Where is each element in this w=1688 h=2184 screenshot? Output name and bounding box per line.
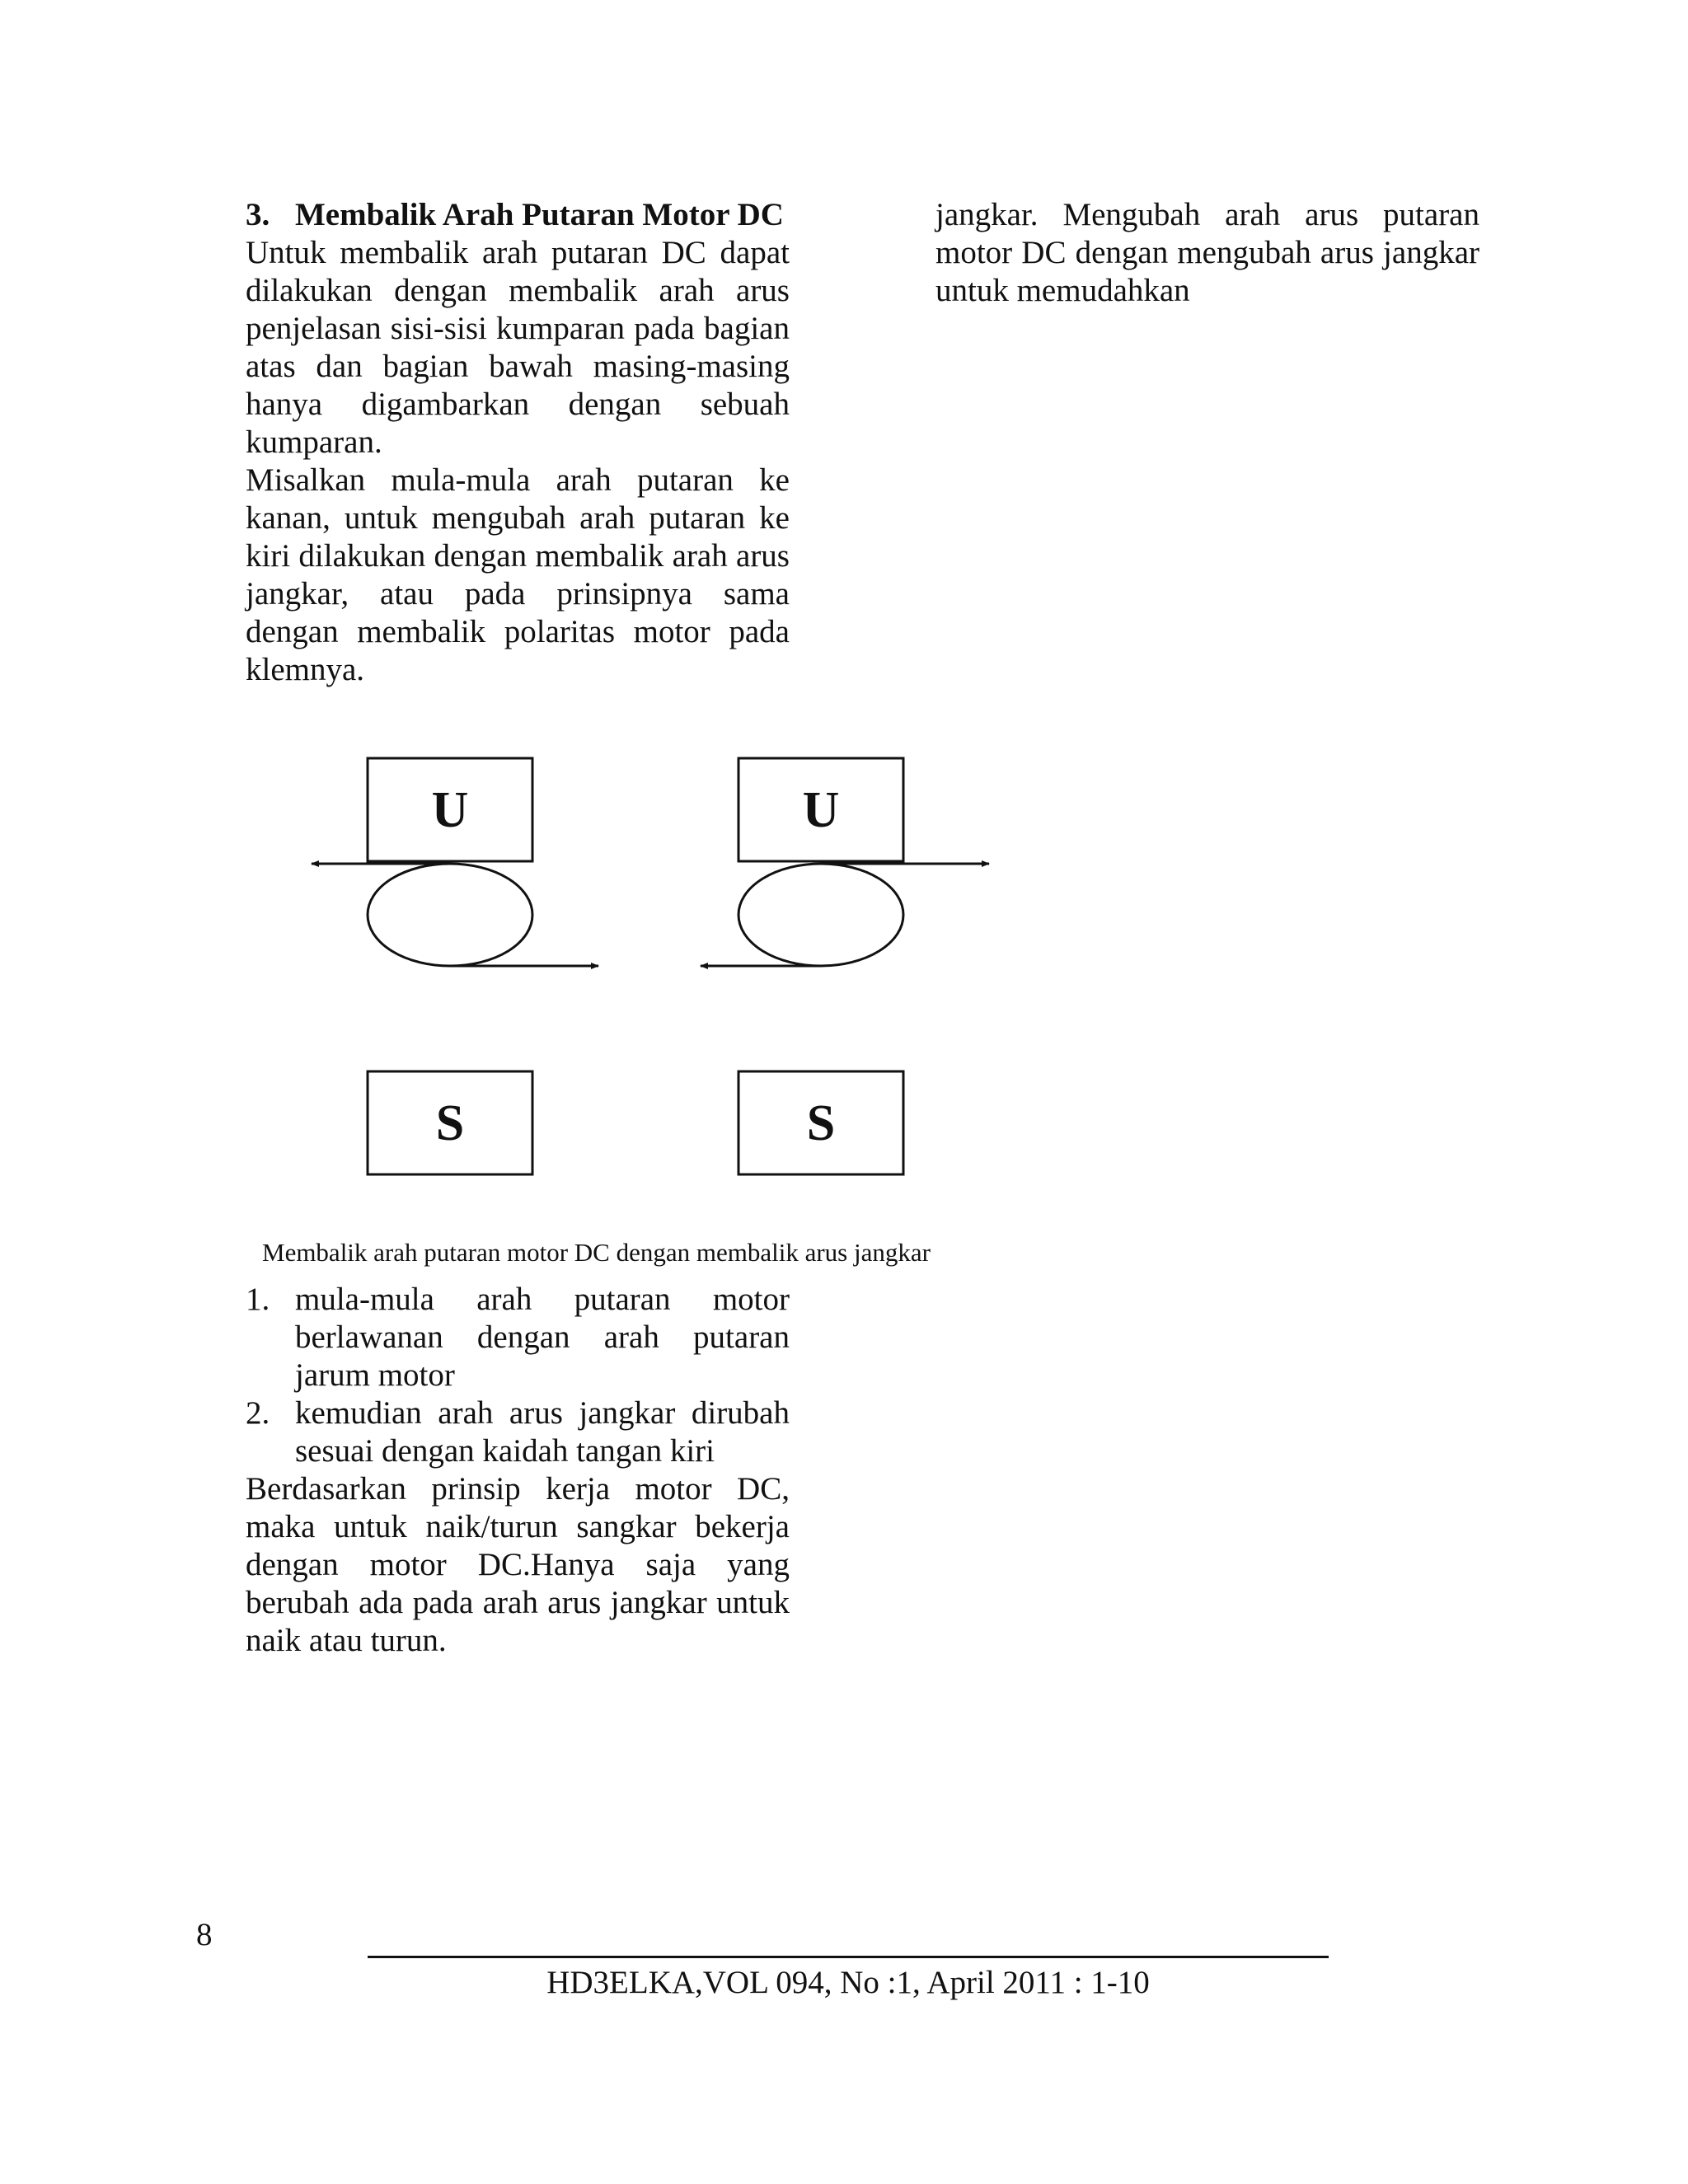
paragraph-intro: Untuk membalik arah putaran DC dapat dilakukan dengan membalik arah arus penjelasan sisi-sisi kumparan pada bagian atas dan bagian bawah masing-masing hanya digambarkan dengan sebuah kumparan.	[246, 235, 790, 460]
footer-divider	[368, 1956, 1329, 1958]
left-south-pole-label: S	[435, 1095, 465, 1151]
list-item-number: 1.	[246, 1282, 270, 1317]
right-armature-coil	[738, 864, 903, 966]
list-item	[246, 1281, 790, 1394]
list-item-text: mula-mula arah putaran motor berlawanan dengan arah putaran jarum motor	[295, 1282, 790, 1393]
paragraph-right: jangkar. Mengubah arah arus putaran motor DC dengan mengubah arus jangkar untuk memudahkan	[935, 197, 1479, 308]
left-column	[246, 196, 790, 689]
right-column	[935, 196, 1479, 310]
right-north-pole-label: U	[802, 782, 840, 838]
section-title: Membalik Arah Putaran Motor DC	[295, 197, 784, 232]
section-number: 3.	[246, 197, 270, 232]
motor-rotation-figure	[297, 754, 1022, 1191]
paragraph-example: Misalkan mula-mula arah putaran ke kanan, untuk mengubah arah putaran ke kiri dilakukan dengan membalik arah arus jangkar, atau pada prinsipnya sama dengan membalik polaritas motor pada klemnya.	[246, 462, 790, 687]
list-column	[246, 1281, 790, 1660]
journal-citation: HD3ELKA,VOL 094, No :1, April 2011 : 1-10	[546, 1965, 1150, 2000]
list-item-number: 2.	[246, 1395, 270, 1431]
paragraph-closing: Berdasarkan prinsip kerja motor DC, maka untuk naik/turun sangkar bekerja dengan motor DC.Hanya saja yang berubah ada pada arah arus jangkar untuk naik atau turun.	[246, 1471, 790, 1658]
section-heading	[246, 196, 790, 234]
list-item	[246, 1394, 790, 1470]
page-number: 8	[196, 1917, 213, 1952]
list-item-text: kemudian arah arus jangkar dirubah sesuai dengan kaidah tangan kiri	[295, 1395, 790, 1469]
right-south-pole-label: S	[806, 1095, 836, 1151]
left-armature-coil	[368, 864, 532, 966]
left-north-pole-label: U	[431, 782, 469, 838]
figure-caption: Membalik arah putaran motor DC dengan membalik arus jangkar	[262, 1238, 931, 1267]
